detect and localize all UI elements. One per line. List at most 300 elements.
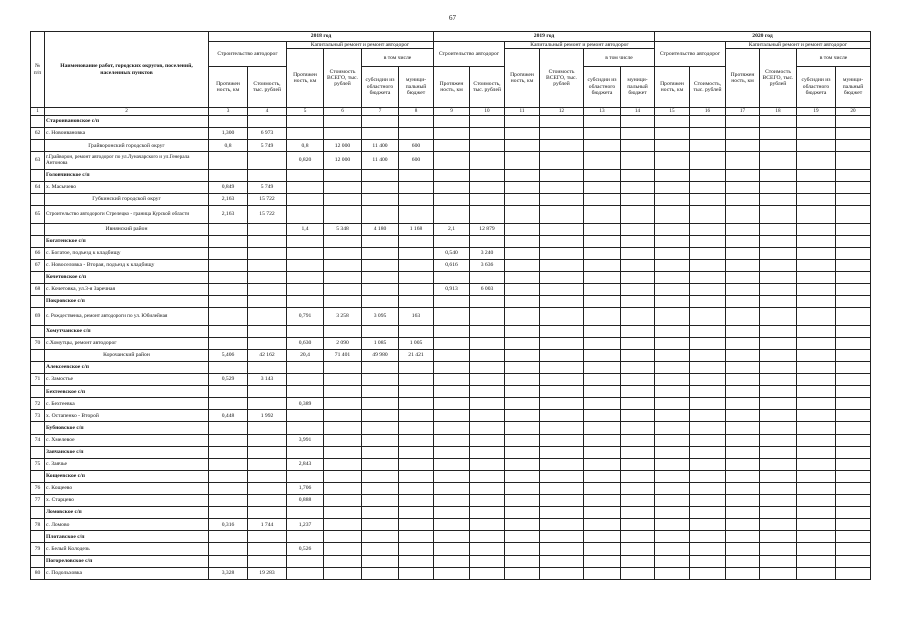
value-cell: [797, 543, 836, 555]
value-cell: [797, 567, 836, 579]
value-cell: [362, 470, 399, 482]
value-cell: [470, 507, 505, 519]
value-cell: [324, 422, 362, 434]
municipal-budget-header: муници- пальный бюджет: [399, 67, 434, 108]
value-cell: [248, 259, 287, 271]
value-cell: [362, 181, 399, 193]
value-cell: [399, 422, 434, 434]
row-name: с. Подольховка: [45, 567, 209, 579]
value-cell: [505, 386, 540, 398]
value-cell: [621, 410, 655, 422]
value-cell: [434, 296, 470, 308]
value-cell: [655, 169, 690, 181]
value-cell: [836, 362, 871, 374]
value-cell: [655, 362, 690, 374]
value-cell: [209, 325, 248, 337]
value-cell: [540, 507, 584, 519]
row-number: [31, 507, 45, 519]
row-number: 73: [31, 410, 45, 422]
row-name: Покровское с/п: [45, 296, 209, 308]
value-cell: 0,316: [209, 519, 248, 531]
value-cell: [209, 482, 248, 494]
row-name: Ломовское с/п: [45, 507, 209, 519]
value-cell: [760, 362, 797, 374]
value-cell: [655, 482, 690, 494]
value-cell: [797, 259, 836, 271]
value-cell: [584, 374, 621, 386]
value-cell: 6 003: [470, 284, 505, 296]
row-name: Староивановское с/п: [45, 116, 209, 128]
value-cell: [621, 247, 655, 259]
value-cell: [690, 193, 726, 205]
value-cell: [399, 482, 434, 494]
value-cell: [505, 349, 540, 361]
value-cell: [399, 519, 434, 531]
value-cell: [690, 247, 726, 259]
value-cell: [540, 271, 584, 283]
value-cell: [287, 386, 324, 398]
value-cell: [726, 308, 760, 326]
value-cell: [584, 446, 621, 458]
value-cell: [540, 410, 584, 422]
value-cell: [362, 235, 399, 247]
value-cell: [248, 116, 287, 128]
value-cell: 2,1: [434, 223, 470, 235]
value-cell: [584, 362, 621, 374]
column-index-row: [31, 108, 871, 116]
value-cell: [470, 337, 505, 349]
table-row: [31, 398, 871, 410]
value-cell: [584, 349, 621, 361]
including-header: в том числе: [797, 49, 871, 67]
settlement-header-row: [31, 325, 871, 337]
value-cell: [209, 284, 248, 296]
row-name: с. Хмелевое: [45, 434, 209, 446]
value-cell: [540, 284, 584, 296]
value-cell: [726, 482, 760, 494]
construction-header: Строительство автодорог: [434, 42, 505, 67]
value-cell: [324, 284, 362, 296]
value-cell: [836, 519, 871, 531]
value-cell: [797, 519, 836, 531]
value-cell: [540, 206, 584, 224]
value-cell: [540, 140, 584, 152]
settlement-header-row: [31, 296, 871, 308]
value-cell: [797, 308, 836, 326]
value-cell: [434, 308, 470, 326]
table-row: [31, 567, 871, 579]
value-cell: [287, 325, 324, 337]
value-cell: [540, 181, 584, 193]
construction-header: Строительство автодорог: [655, 42, 726, 67]
value-cell: [248, 507, 287, 519]
municipal-budget-header: муници- пальный бюджет: [621, 67, 655, 108]
value-cell: [209, 296, 248, 308]
value-cell: [655, 519, 690, 531]
value-cell: [209, 169, 248, 181]
value-cell: [621, 543, 655, 555]
value-cell: [797, 206, 836, 224]
value-cell: [209, 116, 248, 128]
row-number: [31, 555, 45, 567]
settlement-header-row: [31, 116, 871, 128]
value-cell: [248, 555, 287, 567]
value-cell: 5,406: [209, 349, 248, 361]
value-cell: [760, 398, 797, 410]
value-cell: [470, 181, 505, 193]
value-cell: [726, 567, 760, 579]
value-cell: [362, 116, 399, 128]
value-cell: [470, 398, 505, 410]
value-cell: [540, 362, 584, 374]
row-number: [31, 271, 45, 283]
value-cell: [760, 152, 797, 170]
value-cell: [362, 495, 399, 507]
value-cell: [760, 235, 797, 247]
value-cell: [726, 337, 760, 349]
value-cell: [584, 206, 621, 224]
value-cell: [621, 531, 655, 543]
value-cell: [836, 235, 871, 247]
table-row: [31, 519, 871, 531]
value-cell: [726, 284, 760, 296]
value-cell: [621, 116, 655, 128]
value-cell: [584, 482, 621, 494]
row-number: [31, 386, 45, 398]
value-cell: [584, 259, 621, 271]
value-cell: 1 992: [248, 410, 287, 422]
table-row: [31, 482, 871, 494]
value-cell: [690, 235, 726, 247]
value-cell: [690, 152, 726, 170]
value-cell: [726, 271, 760, 283]
value-cell: [399, 259, 434, 271]
value-cell: [655, 181, 690, 193]
row-number: [31, 362, 45, 374]
value-cell: [470, 116, 505, 128]
value-cell: [324, 169, 362, 181]
value-cell: [362, 284, 399, 296]
value-cell: [584, 308, 621, 326]
value-cell: [505, 507, 540, 519]
row-name: Бехтеевское с/п: [45, 386, 209, 398]
value-cell: [434, 325, 470, 337]
value-cell: [726, 507, 760, 519]
column-index-cell: 2: [45, 108, 209, 116]
year-2019-header: 2019 год: [434, 32, 655, 42]
row-number: [31, 470, 45, 482]
value-cell: [248, 235, 287, 247]
value-cell: [760, 470, 797, 482]
value-cell: [797, 482, 836, 494]
including-header: в том числе: [584, 49, 655, 67]
row-name: Строительство автодороги Стрелецко - граница Курской области: [45, 206, 209, 224]
value-cell: [399, 206, 434, 224]
value-cell: [836, 193, 871, 205]
value-cell: 71 401: [324, 349, 362, 361]
value-cell: 4 180: [362, 223, 399, 235]
value-cell: 15 722: [248, 206, 287, 224]
value-cell: [655, 507, 690, 519]
value-cell: 0,616: [434, 259, 470, 271]
value-cell: [362, 482, 399, 494]
value-cell: [248, 398, 287, 410]
column-index-cell: 3: [209, 108, 248, 116]
column-index-cell: 11: [505, 108, 540, 116]
value-cell: [505, 169, 540, 181]
table-row: [31, 337, 871, 349]
value-cell: [248, 543, 287, 555]
settlement-header-row: [31, 362, 871, 374]
value-cell: [655, 555, 690, 567]
value-cell: [621, 398, 655, 410]
value-cell: [324, 128, 362, 140]
value-cell: [690, 398, 726, 410]
value-cell: [760, 181, 797, 193]
value-cell: [726, 362, 760, 374]
value-cell: [836, 140, 871, 152]
row-number: 66: [31, 247, 45, 259]
value-cell: [362, 271, 399, 283]
value-cell: [434, 567, 470, 579]
value-cell: [505, 206, 540, 224]
value-cell: [690, 519, 726, 531]
value-cell: [434, 374, 470, 386]
value-cell: [690, 116, 726, 128]
value-cell: [248, 284, 287, 296]
value-cell: [324, 181, 362, 193]
value-cell: [287, 507, 324, 519]
value-cell: [655, 128, 690, 140]
value-cell: [209, 362, 248, 374]
value-cell: [434, 193, 470, 205]
value-cell: [209, 152, 248, 170]
value-cell: [836, 128, 871, 140]
value-cell: [726, 325, 760, 337]
value-cell: 21 421: [399, 349, 434, 361]
value-cell: [621, 296, 655, 308]
row-name: с. Богатое, подъезд к кладбищу: [45, 247, 209, 259]
value-cell: [836, 567, 871, 579]
value-cell: [760, 543, 797, 555]
value-cell: [434, 446, 470, 458]
value-cell: [760, 567, 797, 579]
value-cell: [797, 193, 836, 205]
value-cell: 0,540: [434, 247, 470, 259]
value-cell: [362, 128, 399, 140]
value-cell: [209, 458, 248, 470]
value-cell: 5 348: [324, 223, 362, 235]
value-cell: [540, 349, 584, 361]
value-cell: [248, 470, 287, 482]
table-row: [31, 247, 871, 259]
value-cell: [505, 398, 540, 410]
value-cell: [760, 349, 797, 361]
value-cell: [584, 116, 621, 128]
value-cell: 3,991: [287, 434, 324, 446]
value-cell: [470, 349, 505, 361]
value-cell: [621, 337, 655, 349]
value-cell: [655, 458, 690, 470]
value-cell: [540, 543, 584, 555]
row-name: с. Белый Колодезь: [45, 543, 209, 555]
value-cell: [470, 235, 505, 247]
value-cell: [324, 193, 362, 205]
column-index-cell: 7: [362, 108, 399, 116]
value-cell: [540, 495, 584, 507]
row-number: 72: [31, 398, 45, 410]
value-cell: [726, 410, 760, 422]
value-cell: [505, 458, 540, 470]
value-cell: 163: [399, 308, 434, 326]
value-cell: 1,4: [287, 223, 324, 235]
row-name: Плотавское с/п: [45, 531, 209, 543]
column-index-cell: 20: [836, 108, 871, 116]
value-cell: [399, 296, 434, 308]
value-cell: [248, 446, 287, 458]
value-cell: [362, 567, 399, 579]
row-name: Кочетовское с/п: [45, 271, 209, 283]
value-cell: [760, 193, 797, 205]
value-cell: [540, 223, 584, 235]
column-index-cell: 13: [584, 108, 621, 116]
value-cell: [584, 507, 621, 519]
value-cell: [836, 507, 871, 519]
value-cell: [797, 296, 836, 308]
value-cell: [287, 259, 324, 271]
value-cell: [690, 386, 726, 398]
value-cell: 0,529: [209, 374, 248, 386]
value-cell: [362, 543, 399, 555]
value-cell: [584, 247, 621, 259]
value-cell: [209, 235, 248, 247]
row-number: [31, 193, 45, 205]
value-cell: [584, 519, 621, 531]
construction-header: Строительство автодорог: [209, 42, 287, 67]
row-number: 63: [31, 152, 45, 170]
value-cell: [540, 398, 584, 410]
value-cell: [540, 259, 584, 271]
value-cell: [399, 398, 434, 410]
value-cell: [655, 410, 690, 422]
value-cell: [621, 128, 655, 140]
column-index-cell: 4: [248, 108, 287, 116]
district-total-row: [31, 193, 871, 205]
value-cell: [324, 247, 362, 259]
value-cell: [584, 271, 621, 283]
value-cell: [505, 259, 540, 271]
value-cell: 600: [399, 140, 434, 152]
cost-header: Стоимость, тыс. рублей: [690, 67, 726, 108]
table-row: [31, 152, 871, 170]
value-cell: 6 973: [248, 128, 287, 140]
value-cell: [760, 519, 797, 531]
value-cell: [797, 128, 836, 140]
value-cell: [621, 519, 655, 531]
value-cell: [836, 410, 871, 422]
row-number: 64: [31, 181, 45, 193]
value-cell: [505, 325, 540, 337]
row-name: с. Рождественка, ремонт автодороги по ул. Юбилейная: [45, 308, 209, 326]
value-cell: [434, 169, 470, 181]
page-number: 67: [449, 14, 456, 22]
value-cell: [540, 422, 584, 434]
value-cell: [209, 434, 248, 446]
value-cell: 0,389: [287, 398, 324, 410]
value-cell: [760, 206, 797, 224]
row-number: 68: [31, 284, 45, 296]
value-cell: [324, 325, 362, 337]
value-cell: [584, 284, 621, 296]
value-cell: [505, 337, 540, 349]
value-cell: 11 400: [362, 140, 399, 152]
value-cell: [209, 386, 248, 398]
value-cell: 1 168: [399, 223, 434, 235]
value-cell: [655, 567, 690, 579]
value-cell: [362, 386, 399, 398]
value-cell: [434, 519, 470, 531]
value-cell: [690, 223, 726, 235]
value-cell: [470, 386, 505, 398]
value-cell: [584, 410, 621, 422]
value-cell: [621, 193, 655, 205]
value-cell: [690, 284, 726, 296]
value-cell: [540, 325, 584, 337]
value-cell: [470, 271, 505, 283]
road-works-table: [30, 31, 871, 580]
value-cell: [470, 531, 505, 543]
value-cell: [836, 374, 871, 386]
value-cell: [540, 116, 584, 128]
row-name: с. Ломово: [45, 519, 209, 531]
value-cell: [760, 325, 797, 337]
value-cell: [540, 235, 584, 247]
value-cell: [760, 337, 797, 349]
value-cell: [655, 434, 690, 446]
value-cell: [584, 128, 621, 140]
column-index-cell: 17: [726, 108, 760, 116]
value-cell: [209, 446, 248, 458]
value-cell: [797, 271, 836, 283]
value-cell: [248, 152, 287, 170]
value-cell: [836, 259, 871, 271]
value-cell: [324, 374, 362, 386]
value-cell: [399, 410, 434, 422]
value-cell: [434, 507, 470, 519]
row-name: Хомутчанское с/п: [45, 325, 209, 337]
value-cell: [797, 181, 836, 193]
value-cell: [690, 555, 726, 567]
capital-repair-header: Капитальный ремонт и ремонт автодорог: [726, 42, 871, 49]
value-cell: [505, 362, 540, 374]
value-cell: [797, 152, 836, 170]
value-cell: [655, 247, 690, 259]
value-cell: [362, 446, 399, 458]
value-cell: [690, 470, 726, 482]
row-number: 70: [31, 337, 45, 349]
row-number: 78: [31, 519, 45, 531]
value-cell: [797, 422, 836, 434]
value-cell: [621, 482, 655, 494]
value-cell: [797, 458, 836, 470]
value-cell: 12 000: [324, 140, 362, 152]
value-cell: [470, 325, 505, 337]
value-cell: [287, 410, 324, 422]
value-cell: [655, 296, 690, 308]
row-number: 77: [31, 495, 45, 507]
value-cell: [505, 410, 540, 422]
value-cell: [362, 507, 399, 519]
